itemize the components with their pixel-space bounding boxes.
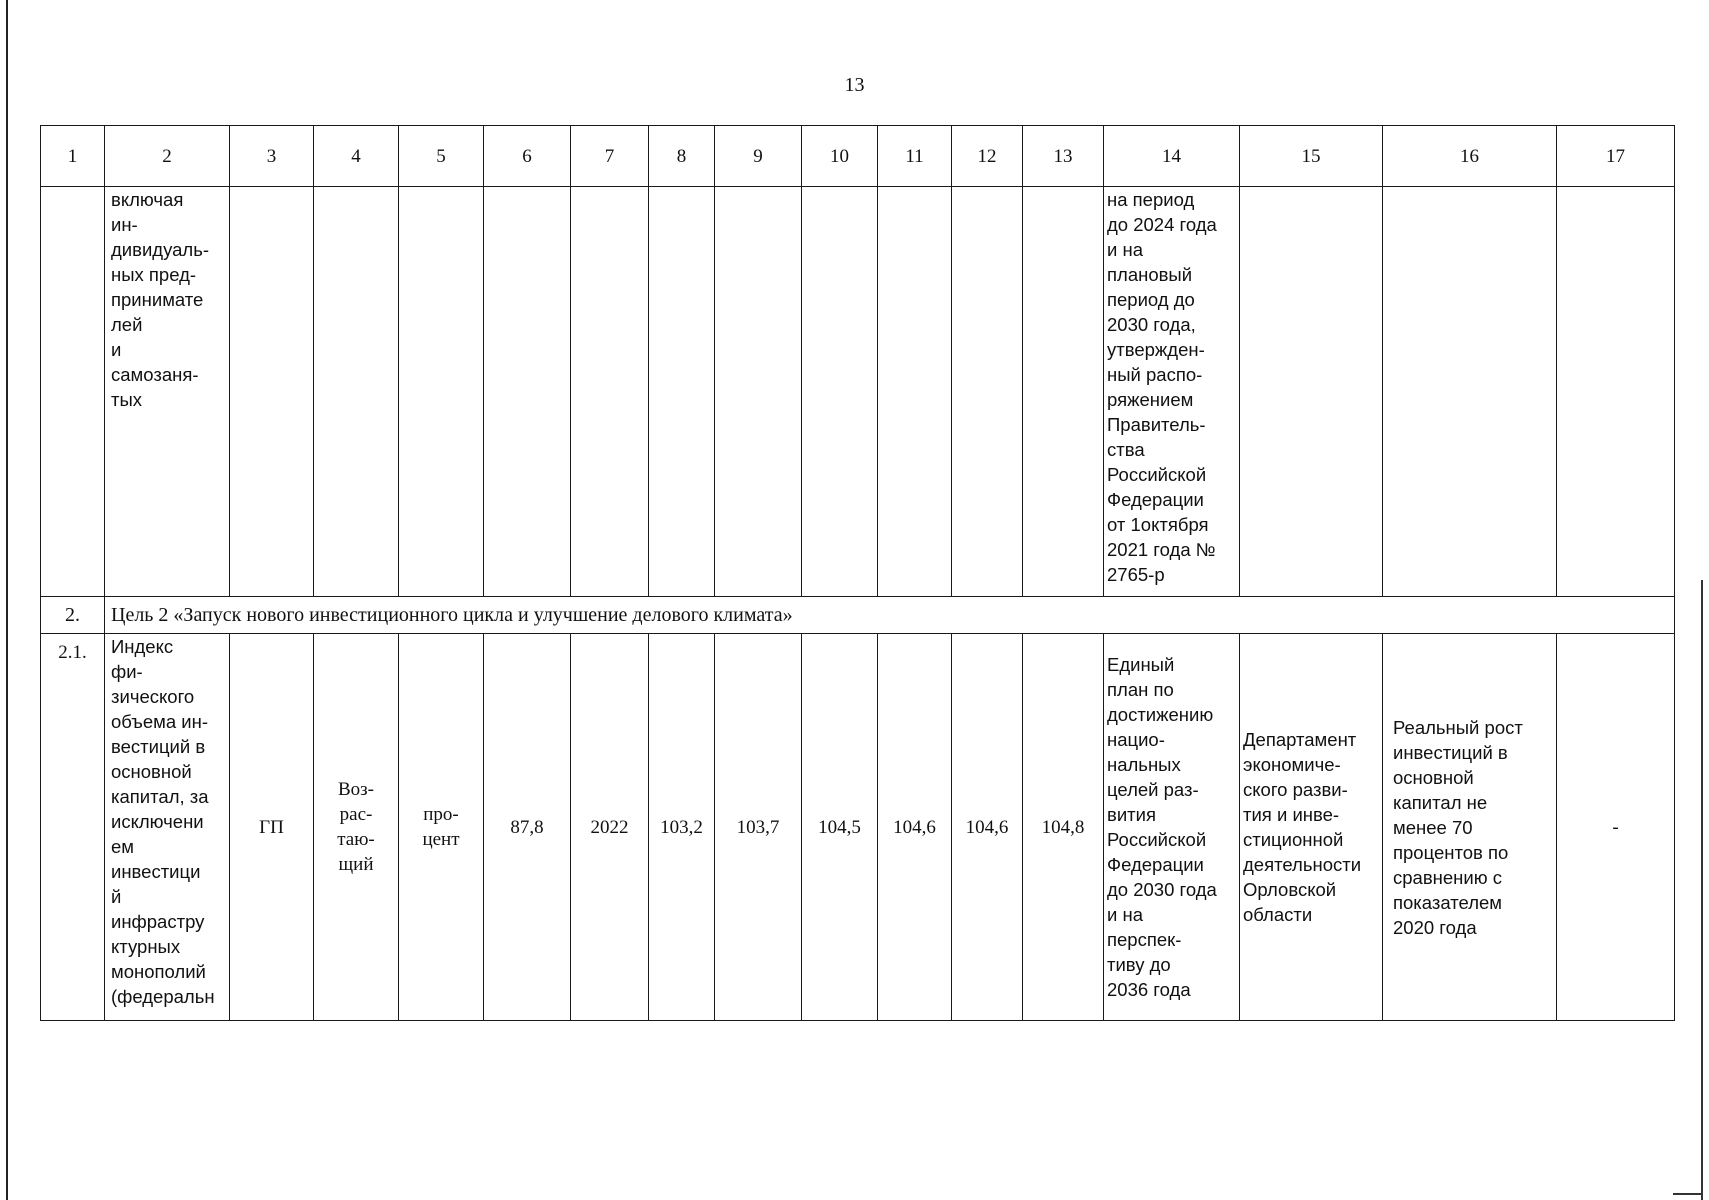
cell-empty [314, 187, 399, 597]
cell-empty [1383, 187, 1557, 597]
column-number: 3 [230, 126, 314, 187]
column-number: 14 [1104, 126, 1240, 187]
scan-corner [1673, 1193, 1703, 1195]
cell-value: 104,6 [952, 634, 1023, 1021]
column-number: 9 [715, 126, 802, 187]
cell-indicator-name: включая ин- дивидуаль- ных пред- принимате лей и самозаня- тых [105, 187, 230, 597]
cell-base-value: 87,8 [484, 634, 571, 1021]
cell-empty [484, 187, 571, 597]
table-row-continuation [41, 187, 1675, 597]
cell-empty [1240, 187, 1383, 597]
cell-document: на период до 2024 года и на плановый период до 2030 года, утвержден- ный распо- ряжением Правитель- ства Российской Федерации от 1октября 2021 года № 2765-р [1104, 187, 1240, 597]
scan-edge-right [1701, 580, 1703, 1200]
column-number-row [41, 126, 1675, 187]
column-number: 17 [1557, 126, 1675, 187]
goal-number: 2. [41, 597, 105, 634]
cell-empty [230, 187, 314, 597]
table-row-2-1 [41, 634, 1675, 1021]
cell-base-year: 2022 [571, 634, 649, 1021]
goal-title: Цель 2 «Запуск нового инвестиционного цикла и улучшение делового климата» [105, 597, 1675, 634]
cell-value: 103,7 [715, 634, 802, 1021]
scan-edge-left [6, 0, 8, 1200]
cell-empty [802, 187, 878, 597]
cell-empty [1023, 187, 1104, 597]
column-number: 7 [571, 126, 649, 187]
cell-trend: Воз- рас- таю- щий [314, 634, 399, 1021]
cell-national-goal: Реальный рост инвестиций в основной капитал не менее 70 процентов по сравнению с показателем 2020 года [1383, 634, 1557, 1021]
cell-value: 103,2 [649, 634, 715, 1021]
column-number: 11 [878, 126, 952, 187]
cell-document: Единый план по достижению нацио- нальных целей раз- вития Российской Федерации до 2030 года и на перспек- тиву до 2036 года [1104, 634, 1240, 1021]
cell-number: 2.1. [41, 634, 105, 1021]
indicators-table [40, 125, 1675, 1021]
column-number: 12 [952, 126, 1023, 187]
column-number: 13 [1023, 126, 1104, 187]
cell-value: 104,8 [1023, 634, 1104, 1021]
cell-empty [399, 187, 484, 597]
goal-row [41, 597, 1675, 634]
cell-value: 104,6 [878, 634, 952, 1021]
column-number: 10 [802, 126, 878, 187]
column-number: 5 [399, 126, 484, 187]
cell-unit: про- цент [399, 634, 484, 1021]
cell-empty [878, 187, 952, 597]
column-number: 8 [649, 126, 715, 187]
cell-value: 104,5 [802, 634, 878, 1021]
column-number: 1 [41, 126, 105, 187]
column-number: 16 [1383, 126, 1557, 187]
page-number: 13 [844, 74, 865, 96]
cell-responsible: Департамент экономиче- ского разви- тия и инве- стиционной деятельности Орловской области [1240, 634, 1383, 1021]
cell-empty [649, 187, 715, 597]
cell-empty [1557, 187, 1675, 597]
cell-indicator-name: Индекс фи- зического объема ин- вестиций в основной капитал, за исключени ем инвестици й инфрастру ктурных монополий (федеральн [105, 634, 230, 1021]
cell-empty [715, 187, 802, 597]
column-number: 4 [314, 126, 399, 187]
cell-empty [952, 187, 1023, 597]
column-number: 6 [484, 126, 571, 187]
column-number: 15 [1240, 126, 1383, 187]
cell-number [41, 187, 105, 597]
cell-empty [571, 187, 649, 597]
column-number: 2 [105, 126, 230, 187]
cell-type: ГП [230, 634, 314, 1021]
cell-link: - [1557, 634, 1675, 1021]
